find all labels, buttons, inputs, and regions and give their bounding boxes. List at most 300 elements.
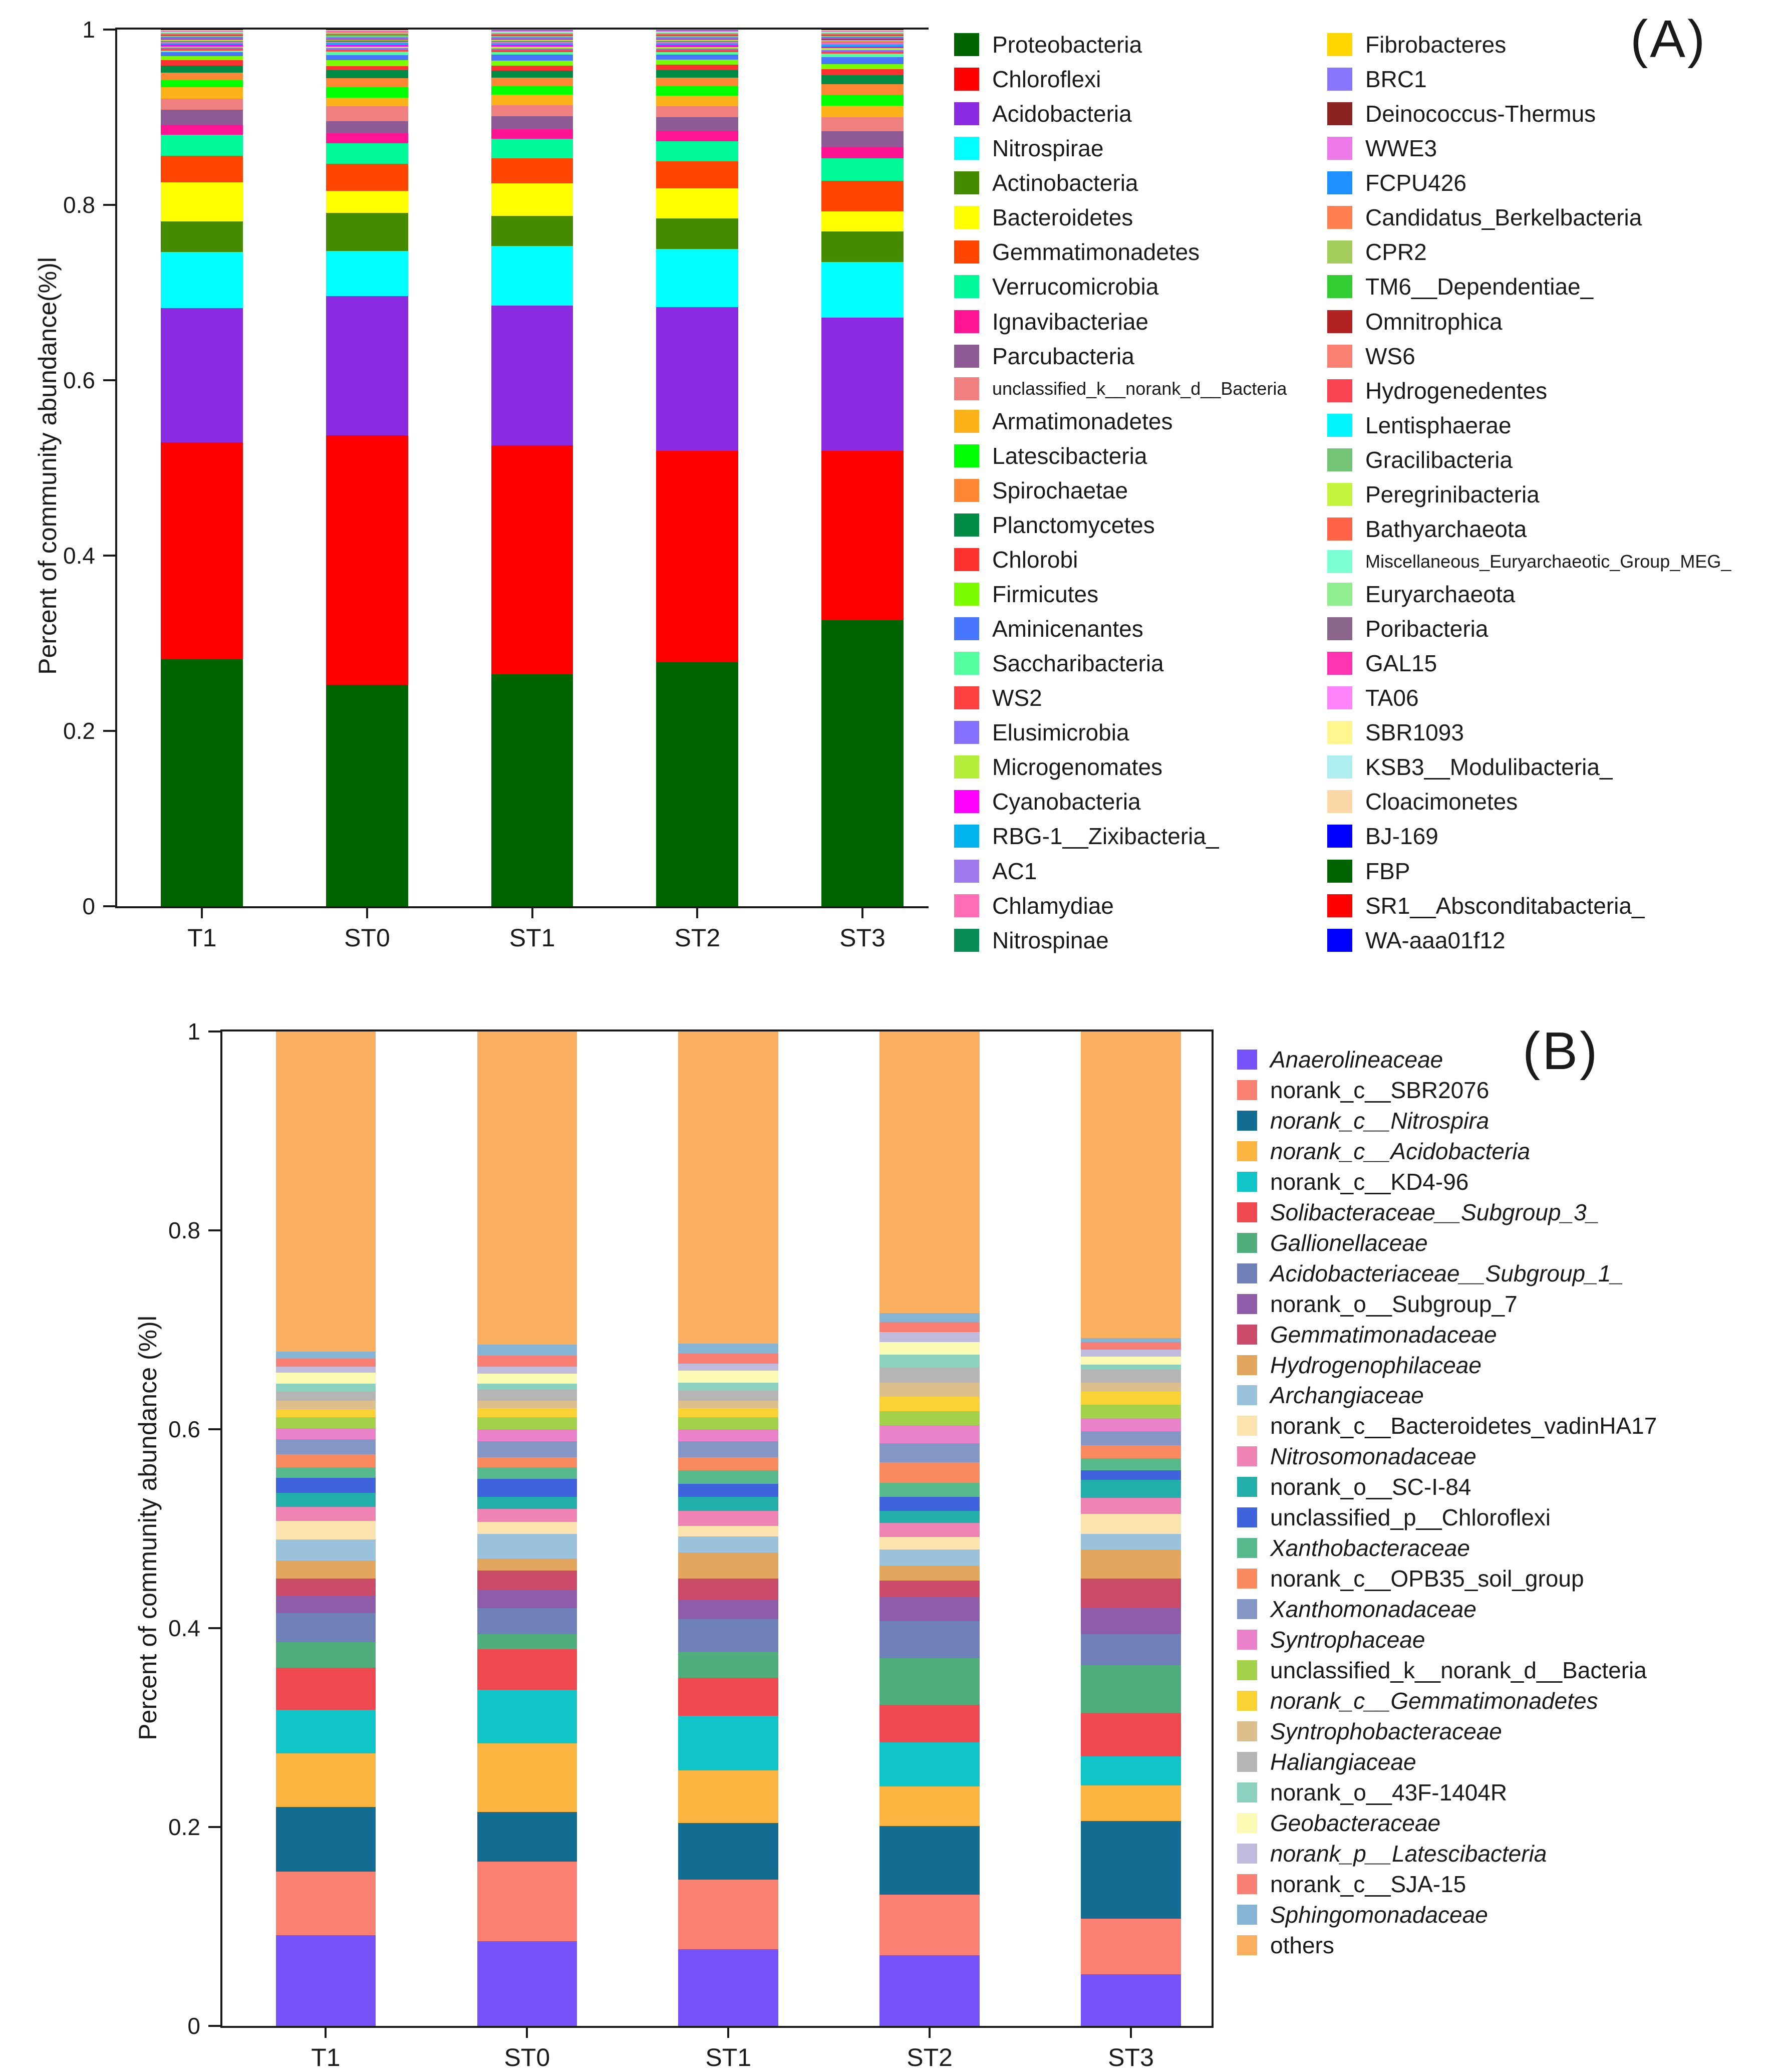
bar-segment — [678, 1417, 778, 1429]
bar-segment — [477, 1649, 577, 1690]
bar-segment — [491, 306, 573, 446]
x-axis-tick — [201, 908, 203, 918]
bar-segment — [276, 1467, 376, 1478]
bar-segment — [656, 117, 738, 131]
legend-swatch — [1327, 310, 1352, 333]
bar-segment — [879, 1742, 979, 1786]
bar-segment — [276, 1417, 376, 1428]
legend-label: norank_c__Bacteroidetes_vadinHA17 — [1270, 1412, 1657, 1439]
legend-label: Gallionellaceae — [1270, 1229, 1428, 1256]
y-axis-tick — [208, 1030, 220, 1032]
legend-swatch — [1327, 721, 1352, 744]
bar-segment — [678, 1526, 778, 1537]
legend-label: Actinobacteria — [992, 169, 1138, 196]
legend-swatch — [1237, 1446, 1257, 1466]
legend-item — [1237, 1932, 1657, 1959]
bar-segment — [326, 106, 408, 121]
legend-item — [1327, 308, 1731, 335]
bar-segment — [276, 1579, 376, 1596]
bar-segment — [678, 1880, 778, 1949]
legend-item — [1237, 1229, 1657, 1256]
bar-segment — [821, 106, 904, 117]
legend-item — [1237, 1657, 1657, 1684]
bar-segment — [821, 117, 904, 131]
bar-segment — [678, 1652, 778, 1678]
legend-item — [954, 31, 1287, 58]
legend-swatch — [1237, 1782, 1257, 1802]
bar-segment — [879, 1443, 979, 1462]
legend-swatch — [1327, 275, 1352, 298]
bar-segment — [161, 73, 243, 81]
legend-swatch — [1237, 1844, 1257, 1864]
legend-label: Miscellaneous_Euryarchaeotic_Group_MEG_ — [1365, 551, 1731, 572]
legend-label: Xanthomonadaceae — [1270, 1596, 1476, 1623]
bar-segment — [477, 1467, 577, 1479]
legend-label: Gracilibacteria — [1365, 446, 1513, 473]
bar-segment — [161, 221, 243, 252]
chart-a-y-axis-label: Percent of community abundance(%)l — [33, 257, 62, 675]
legend-swatch — [1327, 790, 1352, 813]
bar-segment — [656, 96, 738, 106]
legend-swatch — [1327, 414, 1352, 437]
bar-segment — [326, 60, 408, 66]
y-axis-tick-label: 0.2 — [63, 717, 95, 744]
legend-label: SBR1093 — [1365, 719, 1464, 746]
legend-item — [1237, 1596, 1657, 1623]
bar-segment — [326, 98, 408, 106]
bar-segment — [491, 246, 573, 305]
legend-swatch — [1327, 68, 1352, 91]
bar-segment — [326, 213, 408, 251]
legend-swatch — [1327, 483, 1352, 506]
legend-swatch — [954, 444, 979, 467]
legend-swatch — [1327, 379, 1352, 402]
bar-segment — [276, 1478, 376, 1493]
bar-segment — [491, 61, 573, 66]
bar-segment — [477, 1457, 577, 1467]
bar-segment — [491, 86, 573, 95]
x-axis-category-label: ST2 — [674, 923, 720, 952]
legend-item — [1327, 204, 1731, 231]
legend-item — [1327, 31, 1731, 58]
bar-segment — [477, 1345, 577, 1356]
legend-item — [954, 343, 1287, 370]
legend-label: Haliangiaceae — [1270, 1748, 1416, 1775]
x-axis-category-label: T1 — [311, 2043, 340, 2072]
bar-segment — [276, 1872, 376, 1935]
bar-segment — [678, 1600, 778, 1619]
legend-swatch — [1327, 686, 1352, 709]
legend-label: BRC1 — [1365, 66, 1427, 93]
legend-item — [1327, 273, 1731, 300]
legend-label: Latescibacteria — [992, 442, 1147, 469]
legend-label: norank_c__OPB35_soil_group — [1270, 1565, 1584, 1592]
bar-segment — [477, 1367, 577, 1374]
y-axis-tick-label: 0.8 — [168, 1217, 200, 1244]
legend-swatch — [954, 310, 979, 333]
legend-swatch — [954, 686, 979, 709]
bar-segment — [326, 435, 408, 685]
bar-segment — [1081, 1392, 1180, 1405]
bar-segment — [161, 60, 243, 66]
legend-label: others — [1270, 1932, 1334, 1959]
chart-b-y-axis-label: Percent of community abundance (%)l — [133, 1316, 162, 1740]
legend-swatch — [954, 790, 979, 813]
legend-swatch — [954, 583, 979, 606]
bar-segment — [656, 188, 738, 218]
bar-segment — [161, 66, 243, 73]
legend-label: unclassified_p__Chloroflexi — [1270, 1504, 1551, 1531]
legend-swatch — [954, 33, 979, 56]
legend-item — [1237, 1321, 1657, 1348]
legend-item — [1237, 1534, 1657, 1562]
legend-label: TM6__Dependentiae_ — [1365, 273, 1593, 300]
bar-segment — [276, 1935, 376, 2026]
y-axis-tick-label: 1 — [82, 16, 95, 43]
y-axis-tick — [103, 905, 115, 907]
bar-segment — [276, 1561, 376, 1579]
legend-item — [1327, 169, 1731, 196]
bar-segment — [276, 1352, 376, 1359]
bar-segment — [1081, 1431, 1180, 1445]
legend-label: unclassified_k__norank_d__Bacteria — [992, 378, 1287, 399]
legend-label: TA06 — [1365, 684, 1419, 711]
stacked-bar-ST0 — [477, 1031, 577, 2026]
legend-label: Acidobacteriaceae__Subgroup_1_ — [1270, 1260, 1624, 1287]
legend-swatch — [1327, 860, 1352, 883]
bar-segment — [1081, 1357, 1180, 1365]
legend-label: KSB3__Modulibacteria_ — [1365, 753, 1613, 781]
legend-label: Firmicutes — [992, 581, 1098, 608]
bar-segment — [678, 1497, 778, 1511]
bar-segment — [477, 1390, 577, 1401]
bar-segment — [678, 1470, 778, 1484]
legend-swatch — [1327, 33, 1352, 56]
legend-item — [954, 408, 1287, 435]
bar-segment — [678, 1716, 778, 1770]
legend-swatch — [954, 755, 979, 779]
legend-swatch — [1237, 1569, 1257, 1589]
legend-item — [954, 169, 1287, 196]
x-axis-tick — [526, 2028, 528, 2038]
legend-item — [954, 308, 1287, 335]
bar-segment — [326, 296, 408, 435]
bar-segment — [276, 1539, 376, 1561]
bar-segment — [161, 125, 243, 135]
legend-item — [1327, 753, 1731, 781]
y-axis-tick — [103, 555, 115, 557]
legend-item — [1237, 1352, 1657, 1379]
bar-segment — [879, 1597, 979, 1622]
chart-b-plot — [220, 1029, 1214, 2028]
stacked-bar-ST3 — [821, 30, 904, 906]
legend-swatch — [1237, 1630, 1257, 1650]
bar-segment — [879, 1566, 979, 1581]
legend-label: Deinococcus-Thermus — [1365, 100, 1596, 127]
legend-item — [954, 546, 1287, 573]
bar-segment — [678, 1401, 778, 1409]
legend-item — [1237, 1473, 1657, 1500]
legend-swatch — [1237, 1599, 1257, 1619]
x-axis-category-label: ST3 — [839, 923, 885, 952]
legend-item — [1327, 858, 1731, 885]
legend-swatch — [1327, 345, 1352, 368]
legend-label: Sphingomonadaceae — [1270, 1901, 1488, 1928]
bar-segment — [879, 1549, 979, 1566]
legend-label: Syntrophaceae — [1270, 1626, 1425, 1653]
x-axis-tick — [727, 2028, 729, 2038]
legend-swatch — [1327, 102, 1352, 125]
bar-segment — [678, 1391, 778, 1401]
bar-segment — [821, 147, 904, 158]
bar-segment — [477, 1497, 577, 1509]
legend-label: SR1__Absconditabacteria_ — [1365, 892, 1644, 919]
legend-label: RBG-1__Zixibacteria_ — [992, 823, 1219, 850]
legend-swatch — [954, 652, 979, 675]
legend-item — [1237, 1382, 1657, 1409]
legend-item — [1237, 1046, 1657, 1073]
bar-segment — [1081, 1031, 1180, 1338]
legend-label: WS2 — [992, 684, 1042, 711]
bar-segment — [491, 158, 573, 183]
bar-segment — [276, 1031, 376, 1352]
chart-a-plot — [115, 28, 929, 908]
bar-segment — [161, 99, 243, 110]
bar-segment — [879, 1425, 979, 1443]
legend-swatch — [1327, 550, 1352, 573]
bar-segment — [161, 442, 243, 659]
stacked-bar-ST2 — [879, 1031, 979, 2026]
panel-b-label: (B) — [1523, 1021, 1599, 1082]
legend-label: norank_o__SC-I-84 — [1270, 1473, 1471, 1500]
legend-swatch — [1237, 1691, 1257, 1711]
legend-swatch — [954, 721, 979, 744]
legend-swatch — [1327, 755, 1352, 779]
legend-item — [954, 927, 1287, 954]
bar-segment — [678, 1364, 778, 1371]
bar-segment — [1081, 1342, 1180, 1350]
bar-segment — [879, 1342, 979, 1355]
bar-segment — [161, 52, 243, 56]
legend-label: Nitrosomonadaceae — [1270, 1443, 1476, 1470]
bar-segment — [656, 662, 738, 906]
bar-segment — [276, 1428, 376, 1439]
stacked-bar-T1 — [276, 1031, 376, 2026]
bar-segment — [161, 308, 243, 442]
legend-item — [1327, 100, 1731, 127]
bar-segment — [161, 110, 243, 124]
bar-segment — [1081, 1498, 1180, 1514]
bar-segment — [161, 252, 243, 308]
legend-item — [954, 788, 1287, 815]
bar-segment — [491, 674, 573, 906]
legend-swatch — [1237, 1477, 1257, 1497]
legend-item — [1237, 1901, 1657, 1928]
x-axis-category-label: ST0 — [504, 2043, 550, 2072]
legend-item — [954, 719, 1287, 746]
bar-segment — [879, 1497, 979, 1511]
legend-label: Ignavibacteriae — [992, 308, 1148, 335]
legend-item — [954, 66, 1287, 93]
bar-segment — [276, 1392, 376, 1401]
legend-label: FBP — [1365, 858, 1410, 885]
bar-segment — [161, 135, 243, 156]
legend-item — [1327, 135, 1731, 162]
legend-swatch — [1237, 1874, 1257, 1894]
legend-swatch — [1237, 1721, 1257, 1741]
legend-item — [954, 823, 1287, 850]
bar-segment — [821, 262, 904, 318]
legend-item — [954, 238, 1287, 266]
x-axis-tick — [325, 2028, 327, 2038]
legend-label: Verrucomicrobia — [992, 273, 1158, 300]
bar-segment — [821, 620, 904, 906]
legend-swatch — [954, 275, 979, 298]
y-axis-tick — [208, 1229, 220, 1231]
legend-label: Chlorobi — [992, 546, 1078, 573]
legend-item — [1237, 1443, 1657, 1470]
bar-segment — [276, 1507, 376, 1521]
bar-segment — [326, 164, 408, 191]
legend-item — [1237, 1168, 1657, 1195]
legend-swatch — [1327, 137, 1352, 160]
bar-segment — [879, 1523, 979, 1537]
bar-segment — [678, 1678, 778, 1715]
bar-segment — [656, 451, 738, 662]
chart-b-legend — [1237, 1046, 1657, 1959]
bar-segment — [477, 1812, 577, 1862]
bar-segment — [1081, 1405, 1180, 1419]
bar-segment — [1081, 1383, 1180, 1392]
chart-a-legend-column-2 — [1327, 31, 1731, 954]
x-axis-category-label: ST1 — [509, 923, 555, 952]
bar-segment — [477, 1743, 577, 1812]
legend-label: Gemmatimonadetes — [992, 238, 1200, 266]
bar-segment — [879, 1581, 979, 1597]
legend-swatch — [1237, 1905, 1257, 1925]
bar-segment — [678, 1484, 778, 1497]
legend-item — [1327, 892, 1731, 919]
bar-segment — [656, 65, 738, 70]
legend-swatch — [954, 410, 979, 433]
legend-swatch — [1327, 617, 1352, 640]
bar-segment — [678, 1429, 778, 1441]
bar-segment — [678, 1441, 778, 1457]
legend-label: Elusimicrobia — [992, 719, 1129, 746]
bar-segment — [477, 1401, 577, 1409]
legend-swatch — [1237, 1538, 1257, 1558]
bar-segment — [879, 1313, 979, 1322]
bar-segment — [821, 75, 904, 84]
bar-segment — [821, 84, 904, 95]
bar-segment — [161, 56, 243, 60]
stacked-bar-ST1 — [491, 30, 573, 906]
panel-a-label: (A) — [1630, 9, 1707, 70]
bar-segment — [491, 116, 573, 129]
bar-segment — [276, 1373, 376, 1384]
x-axis-tick — [531, 908, 533, 918]
legend-item — [1237, 1626, 1657, 1653]
bar-segment — [491, 139, 573, 158]
legend-label: FCPU426 — [1365, 169, 1466, 196]
bar-segment — [276, 1668, 376, 1709]
x-axis-category-label: ST1 — [705, 2043, 751, 2072]
bar-segment — [477, 1862, 577, 1941]
bar-segment — [326, 55, 408, 60]
legend-swatch — [1327, 448, 1352, 471]
bar-segment — [276, 1439, 376, 1454]
x-axis-tick — [861, 908, 863, 918]
legend-label: Candidatus_Berkelbacteria — [1365, 204, 1642, 231]
stacked-bar-T1 — [161, 30, 243, 906]
legend-swatch — [954, 102, 979, 125]
legend-label: Saccharibacteria — [992, 650, 1164, 677]
bar-segment — [678, 1371, 778, 1383]
legend-label: norank_c__SJA-15 — [1270, 1871, 1466, 1898]
legend-item — [954, 273, 1287, 300]
bar-segment — [491, 71, 573, 78]
legend-label: Bathyarchaeota — [1365, 515, 1527, 543]
bar-segment — [1081, 1713, 1180, 1756]
legend-item — [1327, 515, 1731, 543]
bar-segment — [1081, 1579, 1180, 1609]
x-axis-tick — [929, 2028, 931, 2038]
bar-segment — [879, 1355, 979, 1368]
bar-segment — [326, 70, 408, 78]
bar-segment — [1081, 1365, 1180, 1370]
legend-label: Spirochaetae — [992, 477, 1128, 504]
bar-segment — [491, 55, 573, 61]
legend-item — [954, 892, 1287, 919]
legend-label: Peregrinibacteria — [1365, 481, 1540, 508]
bar-segment — [1081, 1974, 1180, 2026]
bar-segment — [491, 95, 573, 105]
legend-label: WS6 — [1365, 343, 1415, 370]
legend-swatch — [1237, 1416, 1257, 1436]
legend-swatch — [1237, 1325, 1257, 1345]
bar-segment — [656, 161, 738, 189]
bar-segment — [879, 1322, 979, 1332]
legend-item — [954, 581, 1287, 608]
legend-label: Poribacteria — [1365, 615, 1488, 642]
legend-item — [954, 477, 1287, 504]
bar-segment — [656, 86, 738, 96]
bar-segment — [477, 1571, 577, 1590]
y-axis-tick — [208, 1428, 220, 1430]
legend-label: Proteobacteria — [992, 31, 1142, 58]
bar-segment — [821, 95, 904, 106]
legend-item — [954, 753, 1287, 781]
legend-item — [1237, 1840, 1657, 1867]
bar-segment — [879, 1462, 979, 1483]
legend-label: Xanthobacteraceae — [1270, 1534, 1470, 1562]
bar-segment — [326, 121, 408, 133]
legend-swatch — [1237, 1141, 1257, 1161]
legend-item — [1237, 1290, 1657, 1318]
bar-segment — [276, 1613, 376, 1642]
bar-segment — [326, 251, 408, 296]
bar-segment — [477, 1429, 577, 1441]
bar-segment — [879, 1411, 979, 1425]
legend-swatch — [954, 206, 979, 229]
bar-segment — [678, 1770, 778, 1823]
bar-segment — [821, 318, 904, 451]
bar-segment — [879, 1383, 979, 1397]
bar-segment — [276, 1521, 376, 1540]
y-axis-tick — [208, 2025, 220, 2027]
y-axis-tick — [103, 29, 115, 31]
legend-swatch — [1237, 1752, 1257, 1772]
